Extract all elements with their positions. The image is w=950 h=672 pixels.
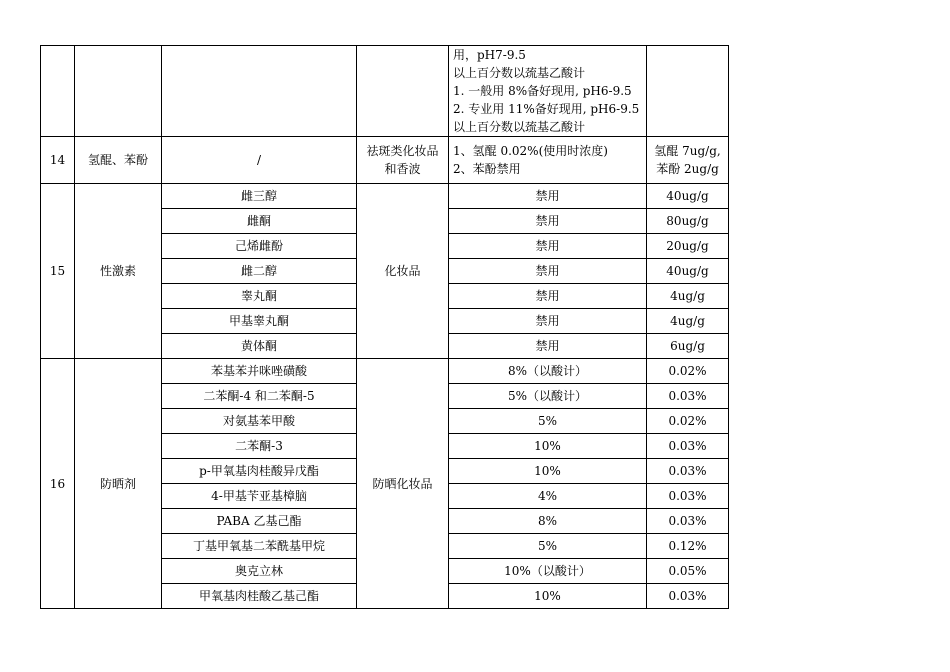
- limit-cell: 10%: [449, 434, 647, 459]
- group-name: 防晒剂: [75, 359, 162, 609]
- group16-row: [41, 359, 729, 384]
- row-substance: /: [162, 137, 357, 184]
- row-scope-line: 和香波: [384, 162, 421, 176]
- detect-cell: 80ug/g: [647, 209, 729, 234]
- limit-cell: 5%: [449, 534, 647, 559]
- continuation-line: 以上百分数以巯基乙酸计: [453, 66, 586, 80]
- continuation-line: 1. 一般用 8%备好现用, pH6-9.5: [453, 84, 632, 98]
- limit-cell: 禁用: [449, 209, 647, 234]
- limit-cell: 10%: [449, 459, 647, 484]
- substance-cell: p-甲氧基肉桂酸异戊酯: [162, 459, 357, 484]
- limit-cell: 禁用: [449, 309, 647, 334]
- continuation-no-cell: [41, 46, 75, 137]
- limit-cell: 禁用: [449, 184, 647, 209]
- substance-cell: 4-甲基苄亚基樟脑: [162, 484, 357, 509]
- detect-cell: 4ug/g: [647, 309, 729, 334]
- detect-cell: 0.02%: [647, 409, 729, 434]
- limit-cell: 10%: [449, 584, 647, 609]
- detect-cell: 0.03%: [647, 384, 729, 409]
- substance-cell: 甲氧基肉桂酸乙基己酯: [162, 584, 357, 609]
- group-name: 性激素: [75, 184, 162, 359]
- limit-cell: 4%: [449, 484, 647, 509]
- substance-cell: 雌二醇: [162, 259, 357, 284]
- substance-cell: 雌酮: [162, 209, 357, 234]
- detect-cell: 0.05%: [647, 559, 729, 584]
- row-limit: [449, 137, 647, 184]
- continuation-line: 2. 专业用 11%备好现用, pH6-9.5: [453, 102, 640, 116]
- row-scope-line: 祛斑类化妆品: [366, 144, 439, 158]
- continuation-scope-cell: [357, 46, 449, 137]
- continuation-line: 用，pH7-9.5: [453, 48, 526, 62]
- detect-cell: 4ug/g: [647, 284, 729, 309]
- limit-cell: 10%（以酸计）: [449, 559, 647, 584]
- detect-cell: 0.03%: [647, 484, 729, 509]
- limit-cell: 8%: [449, 509, 647, 534]
- continuation-limit-cell: [449, 46, 647, 137]
- detect-cell: 0.02%: [647, 359, 729, 384]
- limit-cell: 8%（以酸计）: [449, 359, 647, 384]
- detect-cell: 0.03%: [647, 509, 729, 534]
- limit-cell: 禁用: [449, 259, 647, 284]
- detect-cell: 40ug/g: [647, 184, 729, 209]
- limit-cell: 禁用: [449, 234, 647, 259]
- substance-cell: PABA 乙基己酯: [162, 509, 357, 534]
- substance-cell: 己烯雌酚: [162, 234, 357, 259]
- limit-cell: 禁用: [449, 334, 647, 359]
- substance-cell: 丁基甲氧基二苯酰基甲烷: [162, 534, 357, 559]
- table-body: [41, 46, 729, 609]
- row-scope: [357, 137, 449, 184]
- continuation-name-cell: [75, 46, 162, 137]
- continuation-row: [41, 46, 729, 137]
- row-detect: [647, 137, 729, 184]
- detect-cell: 0.03%: [647, 434, 729, 459]
- limit-cell: 5%（以酸计）: [449, 384, 647, 409]
- group-scope: 化妆品: [357, 184, 449, 359]
- detect-cell: 0.12%: [647, 534, 729, 559]
- detect-cell: 20ug/g: [647, 234, 729, 259]
- limit-cell: 5%: [449, 409, 647, 434]
- substance-cell: 奥克立林: [162, 559, 357, 584]
- limit-cell: 禁用: [449, 284, 647, 309]
- continuation-substance-cell: [162, 46, 357, 137]
- substance-cell: 苯基苯并咪唑磺酸: [162, 359, 357, 384]
- row-detect-line: 氢醌 7ug/g,: [654, 144, 721, 158]
- group-number: 15: [41, 184, 75, 359]
- row-detect-line: 苯酚 2ug/g: [656, 162, 719, 176]
- substance-cell: 睾丸酮: [162, 284, 357, 309]
- regulation-table: [40, 45, 729, 609]
- row-number: 14: [41, 137, 75, 184]
- row-limit-line: 1、氢醌 0.02%(使用时浓度): [453, 144, 608, 158]
- detect-cell: 40ug/g: [647, 259, 729, 284]
- substance-cell: 雌三醇: [162, 184, 357, 209]
- continuation-detect-cell: [647, 46, 729, 137]
- detect-cell: 6ug/g: [647, 334, 729, 359]
- substance-cell: 二苯酮-4 和二苯酮-5: [162, 384, 357, 409]
- detect-cell: 0.03%: [647, 459, 729, 484]
- substance-cell: 甲基睾丸酮: [162, 309, 357, 334]
- group15-row: [41, 184, 729, 209]
- detect-cell: 0.03%: [647, 584, 729, 609]
- substance-cell: 对氨基苯甲酸: [162, 409, 357, 434]
- substance-cell: 二苯酮-3: [162, 434, 357, 459]
- group-number: 16: [41, 359, 75, 609]
- row-14: [41, 137, 729, 184]
- row-limit-line: 2、苯酚禁用: [453, 162, 521, 176]
- row-name: 氢醌、苯酚: [75, 137, 162, 184]
- substance-cell: 黄体酮: [162, 334, 357, 359]
- continuation-line: 以上百分数以巯基乙酸计: [453, 120, 586, 134]
- group-scope: 防晒化妆品: [357, 359, 449, 609]
